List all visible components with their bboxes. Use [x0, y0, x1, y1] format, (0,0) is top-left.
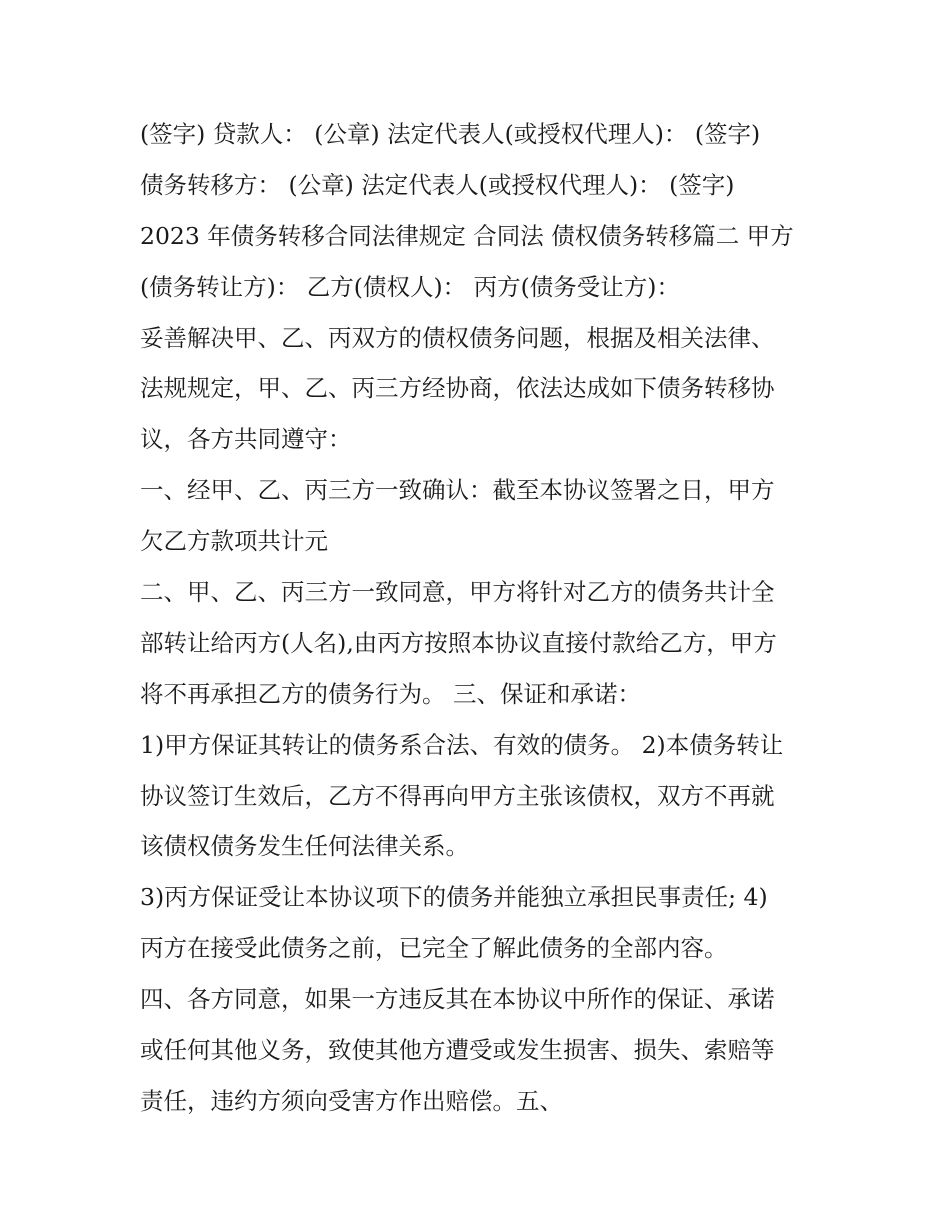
text-line: 将不再承担乙方的债务行为。 三、保证和承诺： — [140, 679, 641, 708]
text-line: (债务转让方)： 乙方(债权人)： 丙方(债务受让方)： — [140, 272, 680, 301]
text-line: 2023 年债务转移合同法律规定 合同法 债权债务转移篇二 甲方 — [140, 221, 794, 250]
text-line: 妥善解决甲、乙、丙双方的债权债务问题，根据及相关法律、 — [140, 323, 775, 352]
text-line: 债务转移方： (公章) 法定代表人(或授权代理人)： (签字) — [140, 170, 735, 199]
text-line: (签字) 贷款人： (公章) 法定代表人(或授权代理人)： (签字) — [140, 120, 761, 148]
text-line: 或任何其他义务，致使其他方遭受或发生损害、损失、索赔等 — [140, 1036, 775, 1065]
text-line: 法规规定，甲、乙、丙三方经协商，依法达成如下债务转移协 — [140, 374, 775, 403]
text-line: 一、经甲、乙、丙三方一致确认：截至本协议签署之日，甲方 — [140, 476, 775, 505]
text-line: 二、甲、乙、丙三方一致同意，甲方将针对乙方的债务共计全 — [140, 578, 775, 607]
text-line: 部转让给丙方(人名),由丙方按照本协议直接付款给乙方，甲方 — [140, 628, 777, 657]
text-line: 该债权债务发生任何法律关系。 — [140, 832, 469, 861]
text-line: 责任，违约方须向受害方作出赔偿。五、 — [140, 1086, 563, 1115]
document-body — [140, 109, 830, 1127]
text-line: 协议签订生效后，乙方不得再向甲方主张该债权，双方不再就 — [140, 781, 775, 810]
text-line: 3)丙方保证受让本协议项下的债务并能独立承担民事责任; 4) — [140, 883, 768, 912]
text-line: 丙方在接受此债务之前，已完全了解此债务的全部内容。 — [140, 934, 728, 963]
text-line: 议，各方共同遵守： — [140, 425, 352, 454]
text-line: 欠乙方款项共计元 — [140, 527, 328, 556]
text-line: 1)甲方保证其转让的债务系合法、有效的债务。 2)本债务转让 — [140, 730, 784, 759]
text-line: 四、各方同意，如果一方违反其在本协议中所作的保证、承诺 — [140, 985, 775, 1014]
